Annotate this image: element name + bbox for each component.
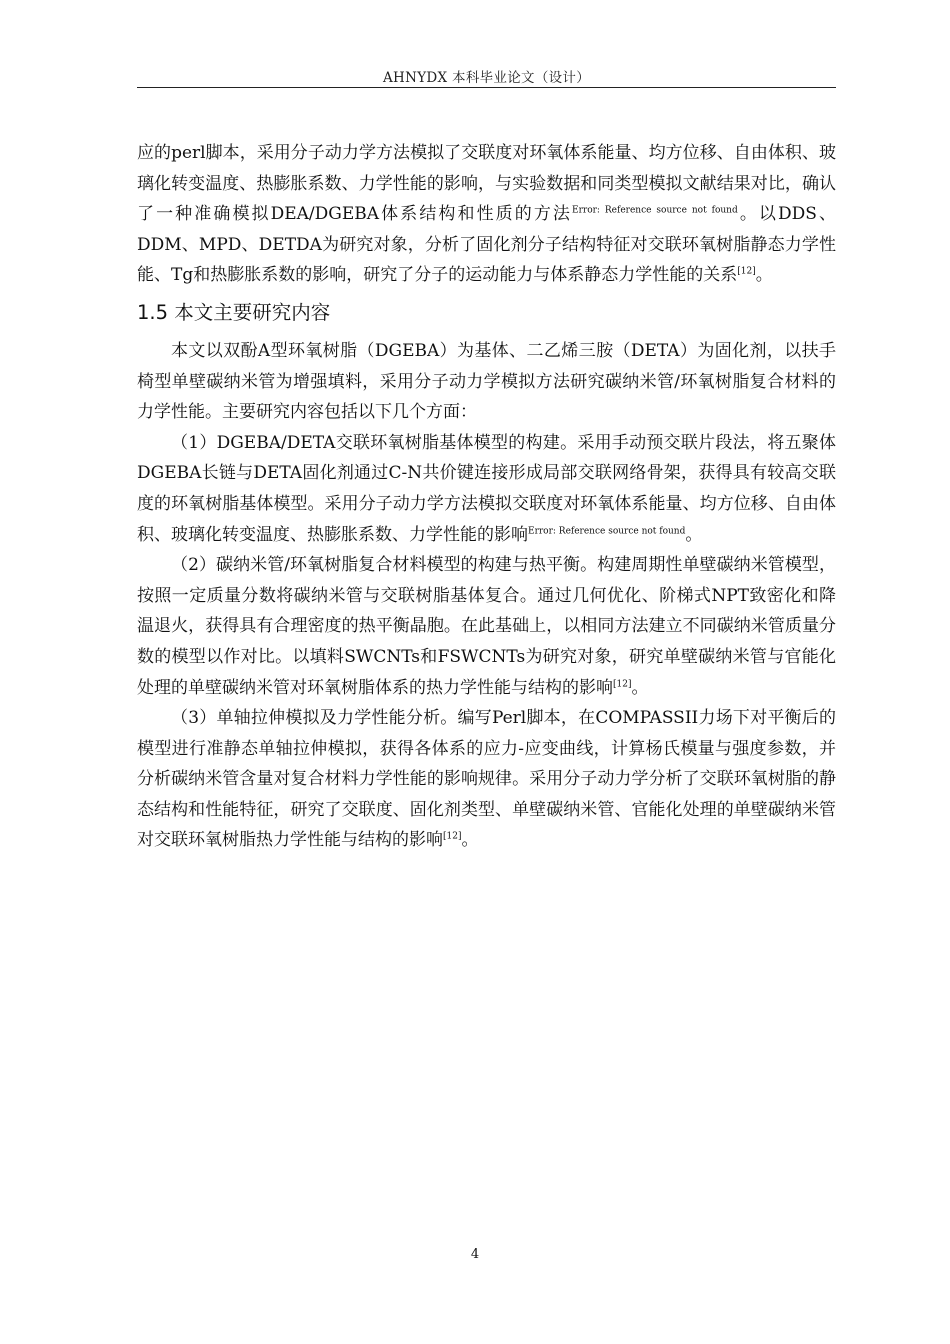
- item-3-paragraph: [137, 703, 836, 856]
- item-2-end: 。: [631, 677, 649, 698]
- item-2-text: （2）碳纳米管/环氧树脂复合材料模型的构建与热平衡。构建周期性单壁碳纳米管模型，按照一定质量分数将碳纳米管与交联树脂基体复合。通过几何优化、阶梯式NPT致密化和降温退火，获得具有合理密度的热平衡晶胞。在此基础上，以相同方法建立不同碳纳米管质量分数的模型以作对比。以填料SWCNTs和FSWCNTs为研究对象，研究单壁碳纳米管与官能化处理的单壁碳纳米管对环氧树脂体系的热力学性能与结构的影响: [137, 555, 836, 698]
- page-number: 4: [470, 1247, 480, 1262]
- item-2-paragraph: [137, 550, 836, 703]
- citation: [12]: [737, 266, 756, 277]
- item-1-paragraph: [137, 428, 836, 550]
- item-1-text: （1）DGEBA/DETA交联环氧树脂基体模型的构建。采用手动预交联片段法，将五聚体DGEBA长链与DETA固化剂通过C-N共价键连接形成局部交联网络骨架，获得具有较高交联度的环氧树脂基体模型。采用分子动力学方法模拟交联度对环氧体系能量、均方位移、自由体积、玻璃化转变温度、热膨胀系数、力学性能的影响: [137, 432, 836, 545]
- section-heading: 1.5 本文主要研究内容: [137, 300, 331, 324]
- intro-text-3: 。: [755, 265, 773, 286]
- running-header: AHNYDX 本科毕业论文（设计）: [382, 70, 591, 86]
- header-rule: [137, 87, 836, 88]
- reference-error: Error: Reference source not found: [572, 205, 738, 216]
- item-3-end: 。: [461, 830, 479, 851]
- item-1-end: 。: [685, 524, 703, 545]
- reference-error: Error: Reference source not found: [528, 525, 686, 536]
- intro-text-2: 。以DDS、DDM、MPD、DETDA为研究对象，分析了固化剂分子结构特征对交联环氧树脂静态力学性能、Tg和热膨胀系数的影响，研究了分子的运动能力与体系静态力学性能的关系: [137, 204, 837, 286]
- intro-paragraph: [137, 138, 836, 291]
- main-paragraph: 本文以双酚A型环氧树脂（DGEBA）为基体、二乙烯三胺（DETA）为固化剂，以扶手椅型单壁碳纳米管为增强填料，采用分子动力学模拟方法研究碳纳米管/环氧树脂复合材料的力学性能。主要研究内容包括以下几个方面：: [137, 340, 836, 423]
- citation: [12]: [443, 831, 462, 842]
- document-body: [137, 138, 836, 856]
- intro-text-1: 应的perl脚本，采用分子动力学方法模拟了交联度对环氧体系能量、均方位移、自由体积、玻璃化转变温度、热膨胀系数、力学性能的影响，与实验数据和同类型模拟文献结果对比，确认了一种准确模拟DEA/DGEBA体系结构和性质的方法: [137, 143, 836, 225]
- item-3-text: （3）单轴拉伸模拟及力学性能分析。编写Perl脚本，在COMPASSII力场下对平衡后的模型进行准静态单轴拉伸模拟，获得各体系的应力-应变曲线，计算杨氏模量与强度参数，并分析碳纳米管含量对复合材料力学性能的影响规律。采用分子动力学分析了交联环氧树脂的静态结构和性能特征，研究了交联度、固化剂类型、单壁碳纳米管、官能化处理的单壁碳纳米管对交联环氧树脂热力学性能与结构的影响: [137, 708, 836, 851]
- citation: [12]: [613, 678, 632, 689]
